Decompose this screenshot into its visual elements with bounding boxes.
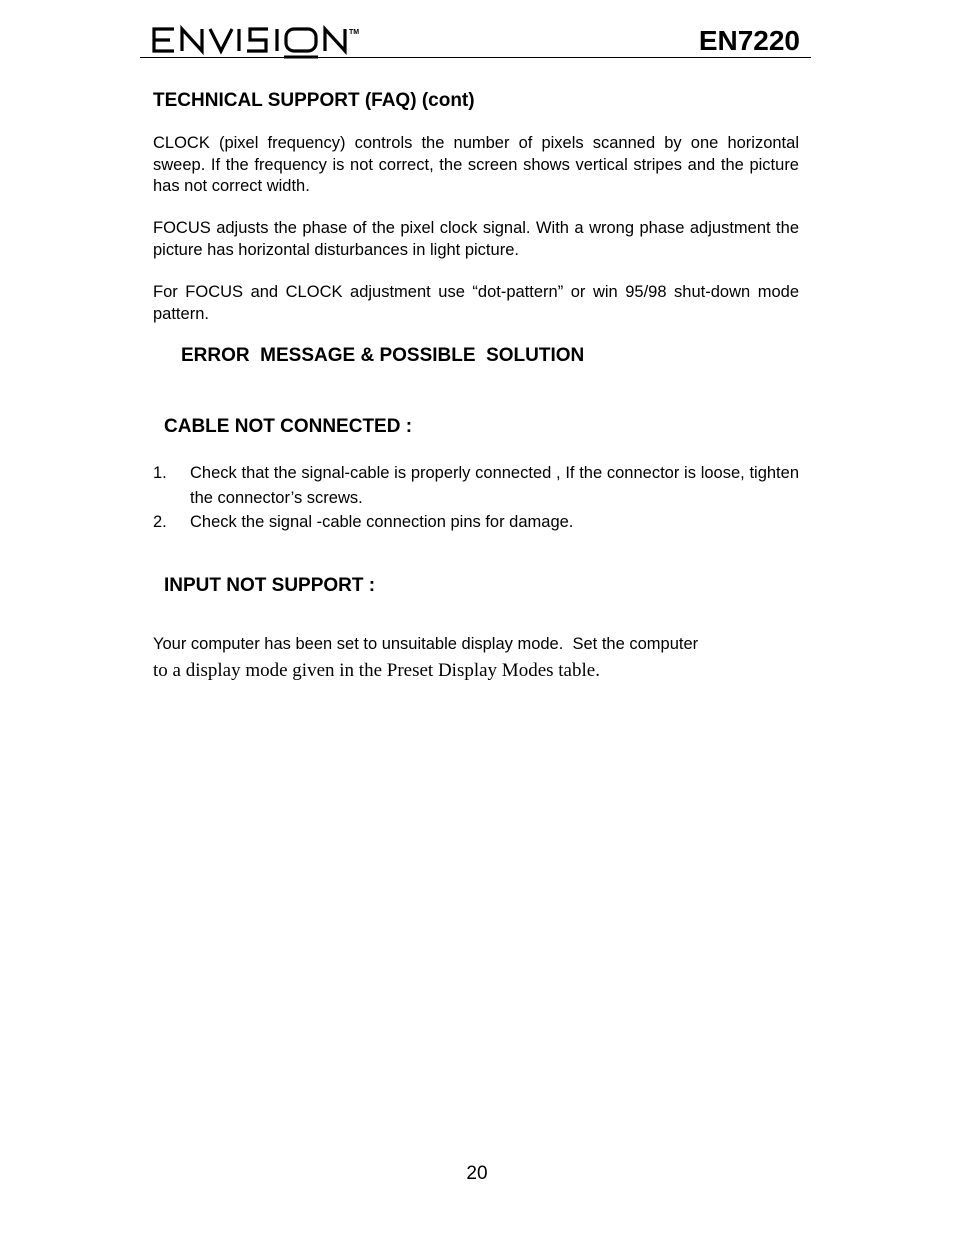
faq-heading: TECHNICAL SUPPORT (FAQ) (cont): [153, 90, 475, 111]
list-item: [153, 461, 799, 511]
envision-logo: [150, 20, 380, 60]
list-item-text: Check the signal -cable connection pins for damage.: [190, 513, 574, 531]
input-line-2: to a display mode given in the Preset Display Modes table.: [153, 660, 600, 681]
input-line-1: Your computer has been set to unsuitable display mode. Set the computer: [153, 635, 699, 653]
focus-paragraph: [153, 218, 799, 261]
cable-heading: CABLE NOT CONNECTED :: [164, 416, 413, 437]
clock-paragraph: [153, 133, 799, 198]
clock-paragraph-text: CLOCK (pixel frequency) controls the number of pixels scanned by one horizontal sweep. If the frequency is not correct, the screen shows vertical stripes and the picture has not correct width.: [153, 134, 799, 195]
adjust-paragraph-text: For FOCUS and CLOCK adjustment use “dot-pattern” or win 95/98 shut-down mode pattern.: [153, 283, 799, 323]
trademark-mark: TM: [349, 29, 360, 36]
envision-logo-mark: [150, 20, 380, 60]
page-number: 20: [466, 1163, 488, 1184]
adjust-paragraph: [153, 282, 799, 325]
list-item: [153, 510, 799, 535]
list-item-number: 1.: [153, 464, 167, 482]
list-item-number: 2.: [153, 513, 167, 531]
error-heading: ERROR MESSAGE & POSSIBLE SOLUTION: [181, 345, 585, 366]
model-number: EN7220: [698, 25, 800, 56]
header-divider: [140, 57, 811, 58]
input-heading: INPUT NOT SUPPORT :: [164, 575, 376, 596]
list-item-text: Check that the signal-cable is properly connected , If the connector is loose, tighten the connector’s screws.: [190, 464, 799, 507]
focus-paragraph-text: FOCUS adjusts the phase of the pixel clock signal. With a wrong phase adjustment the picture has horizontal disturbances in light picture.: [153, 219, 799, 259]
